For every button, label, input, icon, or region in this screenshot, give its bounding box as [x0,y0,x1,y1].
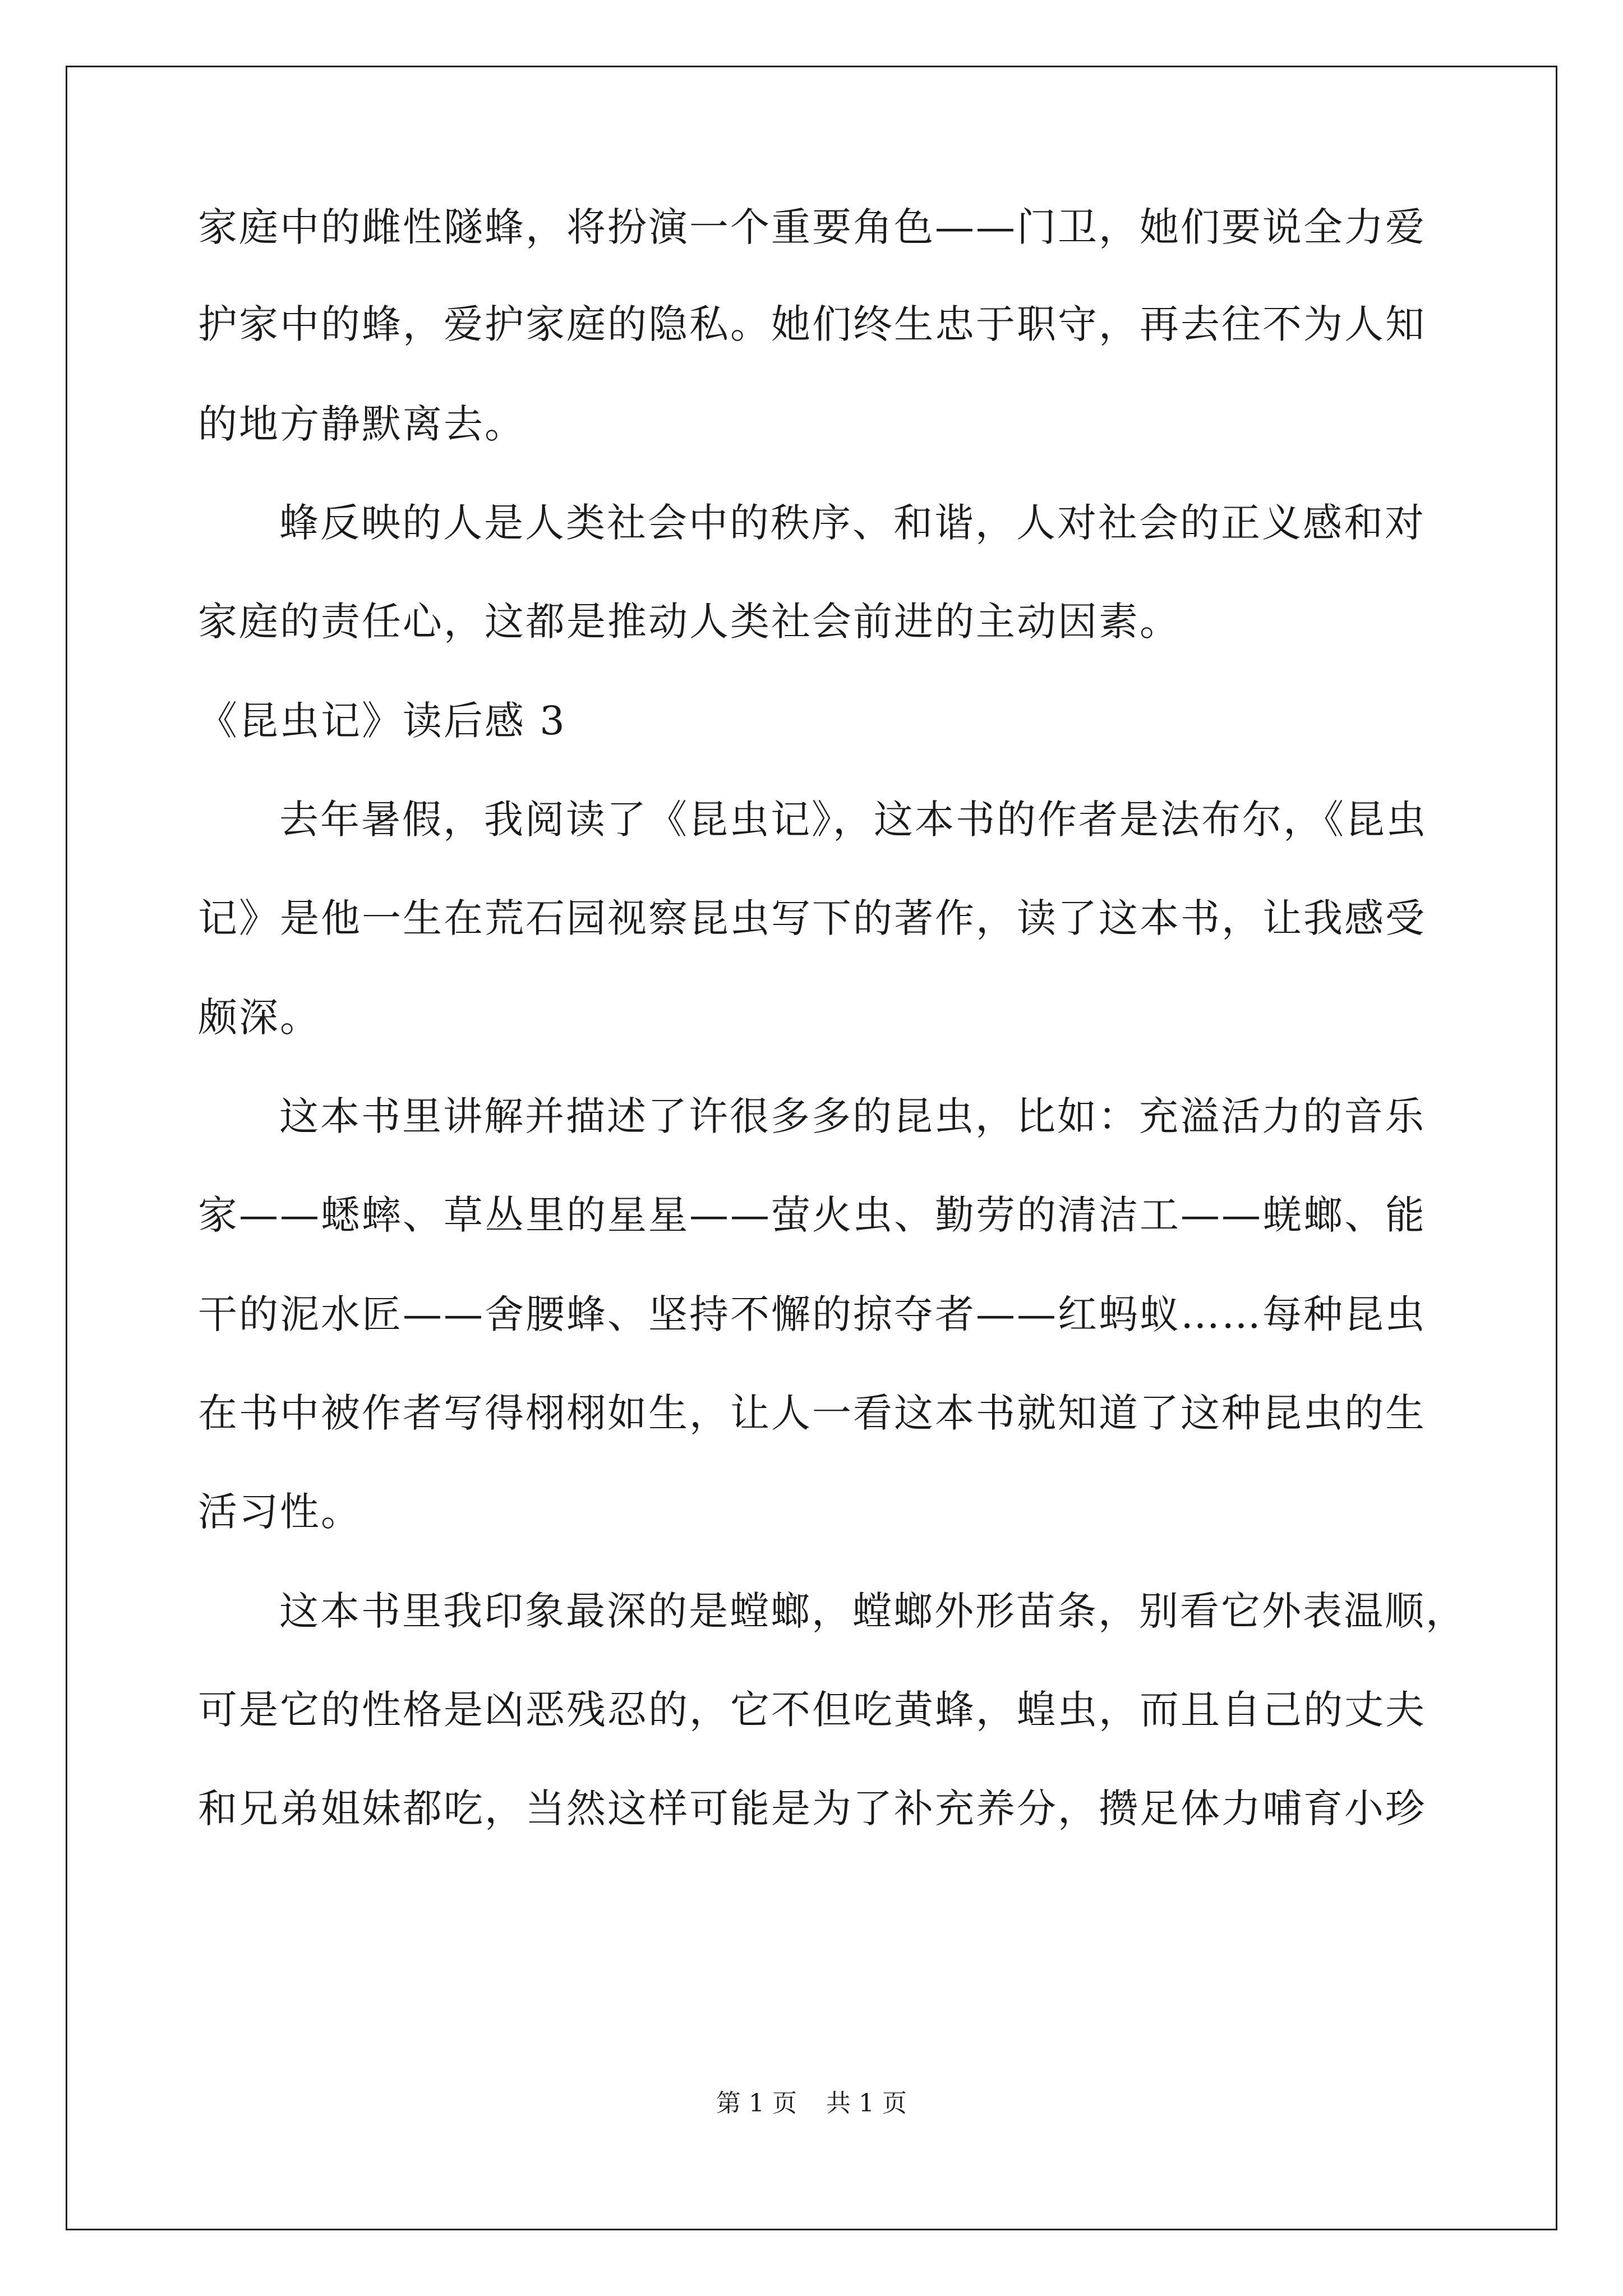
text-line: 家庭的责任心，这都是推动人类社会前进的主动因素。 [198,599,1181,645]
text-line: 的地方静默离去。 [198,401,525,447]
section-heading: 《昆虫记》读后感 3 [198,698,566,744]
text-line: 护家中的蜂，爱护家庭的隐私。她们终生忠于职守，再去往不为人知 [198,301,1426,347]
text-line: 可是它的性格是凶恶残忍的，它不但吃黄蜂，蝗虫，而且自己的丈夫 [198,1687,1426,1733]
text-line: 家庭中的雌性隧蜂，将扮演一个重要角色——门卫，她们要说全力爱 [198,204,1426,250]
text-line: 在书中被作者写得栩栩如生，让人一看这本书就知道了这种昆虫的生 [198,1390,1426,1436]
paragraph-start-line: 这本书里讲解并描述了许很多多的昆虫，比如：充溢活力的音乐 [279,1093,1426,1139]
text-line: 活习性。 [198,1489,362,1535]
paragraph-start-line: 蜂反映的人是人类社会中的秩序、和谐，人对社会的正义感和对 [279,500,1426,546]
page-border [66,66,1557,2230]
page-number: 第 1 页 [716,2089,797,2118]
text-line: 干的泥水匠——舍腰蜂、坚持不懈的掠夺者——红蚂蚁……每种昆虫 [198,1291,1426,1337]
text-line: 和兄弟姐妹都吃，当然这样可能是为了补充养分，攒足体力哺育小珍 [198,1786,1426,1832]
page-total: 共 1 页 [826,2089,907,2118]
text-line: 颇深。 [198,995,321,1041]
text-line: 记》是他一生在荒石园视察昆虫写下的著作，读了这本书，让我感受 [198,895,1426,941]
page-footer [0,2088,1623,2119]
text-line: 家——蟋蟀、草丛里的星星——萤火虫、勤劳的清洁工——蜣螂、能 [198,1192,1426,1238]
paragraph-start-line: 去年暑假，我阅读了《昆虫记》，这本书的作者是法布尔，《昆虫 [279,797,1427,843]
paragraph-start-line: 这本书里我印象最深的是螳螂，螳螂外形苗条，别看它外表温顺， [279,1588,1467,1634]
